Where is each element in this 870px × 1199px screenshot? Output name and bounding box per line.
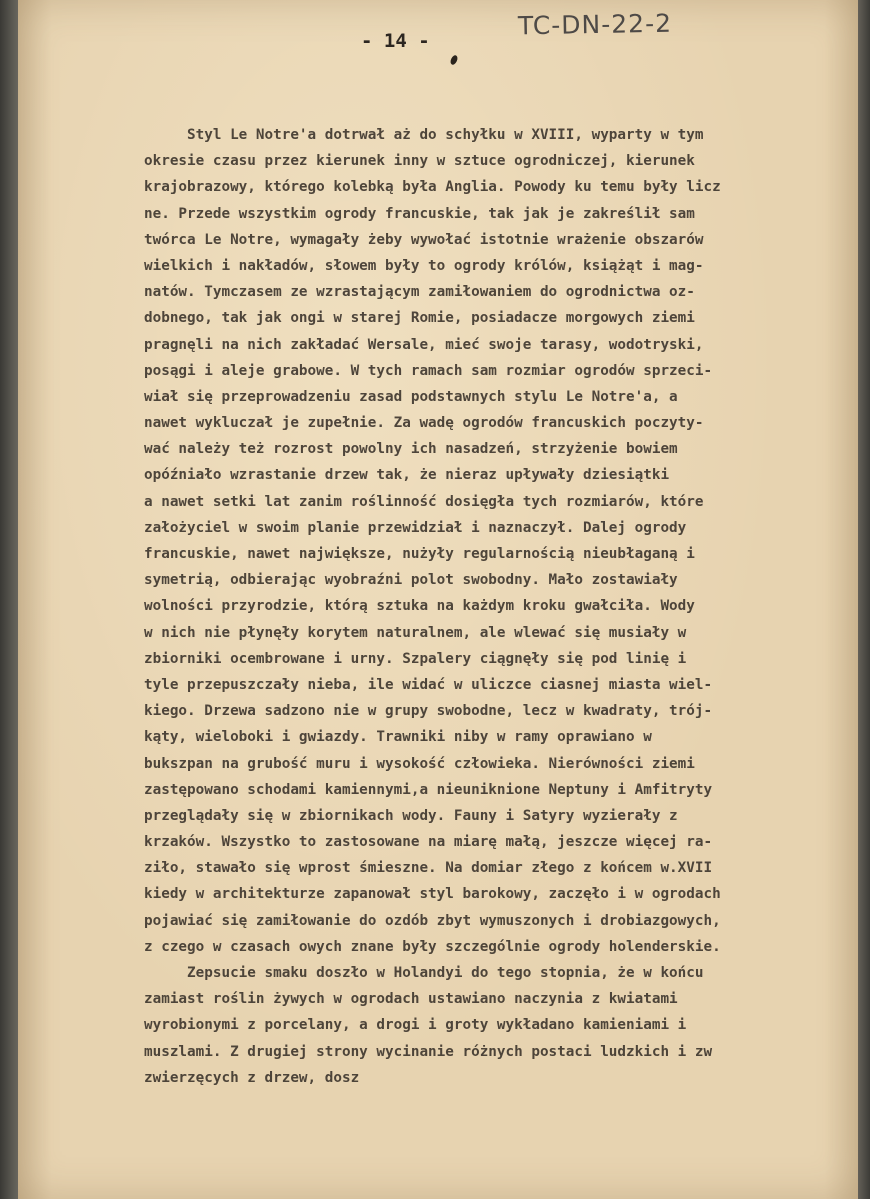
text-line: zbiorniki ocembrowane i urny. Szpalery ciągnęły się pod linię i bbox=[144, 650, 687, 667]
text-line: nawet wykluczał je zupełnie. Za wadę ogrodów francuskich poczyty- bbox=[144, 415, 704, 432]
text-line: wiał się przeprowadzeniu zasad podstawnych stylu Le Notre'a, a bbox=[144, 388, 678, 405]
text-line: twórca Le Notre, wymagały żeby wywołać istotnie wrażenie obszarów bbox=[144, 231, 704, 248]
text-line: krzaków. Wszystko to zastosowane na miarę małą, jeszcze więcej ra- bbox=[144, 834, 713, 851]
archive-id-handwritten: TC-DN-22-2 bbox=[517, 8, 673, 41]
text-line: symetrią, odbierając wyobraźni polot swobodny. Mało zostawiały bbox=[144, 572, 678, 589]
text-line: ziło, stawało się wprost śmieszne. Na domiar złego z końcem w.XVII bbox=[144, 860, 713, 877]
text-line: opóźniało wzrastanie drzew tak, że nieraz upływały dziesiątki bbox=[144, 467, 670, 484]
text-line: tyle przepuszczały nieba, ile widać w uliczce ciasnej miasta wiel- bbox=[144, 676, 713, 693]
text-line: z czego w czasach owych znane były szczególnie ogrody holenderskie. bbox=[144, 938, 721, 955]
text-line: przeglądały się w zbiornikach wody. Fauny i Satyry wyzierały z bbox=[144, 807, 678, 824]
text-line: bukszpan na grubość muru i wysokość człowieka. Nierówności ziemi bbox=[144, 755, 695, 772]
text-line: Zepsucie smaku doszło w Holandyi do tego stopnia, że w końcu bbox=[144, 965, 704, 981]
text-line: kiego. Drzewa sadzono nie w grupy swobodne, lecz w kwadraty, trój- bbox=[144, 703, 713, 720]
text-line: ne. Przede wszystkim ogrody francuskie, tak jak je zakreślił sam bbox=[144, 205, 695, 222]
text-line: posągi i aleje grabowe. W tych ramach sam rozmiar ogrodów sprzeci- bbox=[144, 362, 713, 379]
text-line: kiedy w architekturze zapanował styl barokowy, zaczęło i w ogrodach bbox=[144, 886, 721, 903]
scan-edge-left bbox=[0, 0, 20, 1199]
text-line: natów. Tymczasem ze wzrastającym zamiłowaniem do ogrodnictwa oz- bbox=[144, 284, 695, 301]
text-line: kąty, wieloboki i gwiazdy. Trawniki niby w ramy oprawiano w bbox=[144, 729, 652, 746]
ink-mark bbox=[449, 54, 459, 66]
body-text bbox=[144, 122, 864, 1091]
text-line: dobnego, tak jak ongi w starej Romie, posiadacze morgowych ziemi bbox=[144, 310, 695, 327]
text-line: francuskie, nawet największe, nużyły regularnością nieubłaganą i bbox=[144, 546, 695, 562]
text-line: w nich nie płynęły korytem naturalnem, ale wlewać się musiały w bbox=[144, 624, 687, 641]
text-line: muszlami. Z drugiej strony wycinanie różnych postaci ludzkich i zw bbox=[144, 1043, 713, 1060]
text-line: wać należy też rozrost powolny ich nasadzeń, strzyżenie bowiem bbox=[144, 441, 678, 458]
text-line: zastępowano schodami kamiennymi,a nieuniknione Neptuny i Amfitryty bbox=[144, 781, 713, 798]
text-line: wielkich i nakładów, słowem były to ogrody królów, książąt i mag- bbox=[144, 257, 704, 274]
text-line: zamiast roślin żywych w ogrodach ustawiano naczynia z kwiatami bbox=[144, 991, 678, 1008]
document-page bbox=[18, 0, 858, 1199]
text-line: wyrobionymi z porcelany, a drogi i groty wykładano kamieniami i bbox=[144, 1017, 687, 1034]
text-line: a nawet setki lat zanim roślinność dosięgła tych rozmiarów, które bbox=[144, 493, 704, 510]
page-number: - 14 - bbox=[361, 30, 430, 52]
text-line: krajobrazowy, którego kolebką była Anglia. Powody ku temu były licz bbox=[144, 179, 721, 196]
text-line: wolności przyrodzie, którą sztuka na każdym kroku gwałciła. Wody bbox=[144, 598, 695, 615]
text-line: założyciel w swoim planie przewidział i naznaczył. Dalej ogrody bbox=[144, 519, 687, 536]
text-line: pragnęli na nich zakładać Wersale, mieć swoje tarasy, wodotryski, bbox=[144, 336, 704, 353]
text-line: Styl Le Notre'a dotrwał aż do schyłku w XVIII, wyparty w tym bbox=[144, 127, 704, 143]
text-line: pojawiać się zamiłowanie do ozdób zbyt wymuszonych i drobiazgowych, bbox=[144, 912, 721, 929]
text-line: zwierzęcych z drzew, dosz bbox=[144, 1069, 360, 1086]
text-line: okresie czasu przez kierunek inny w sztuce ogrodniczej, kierunek bbox=[144, 153, 695, 170]
